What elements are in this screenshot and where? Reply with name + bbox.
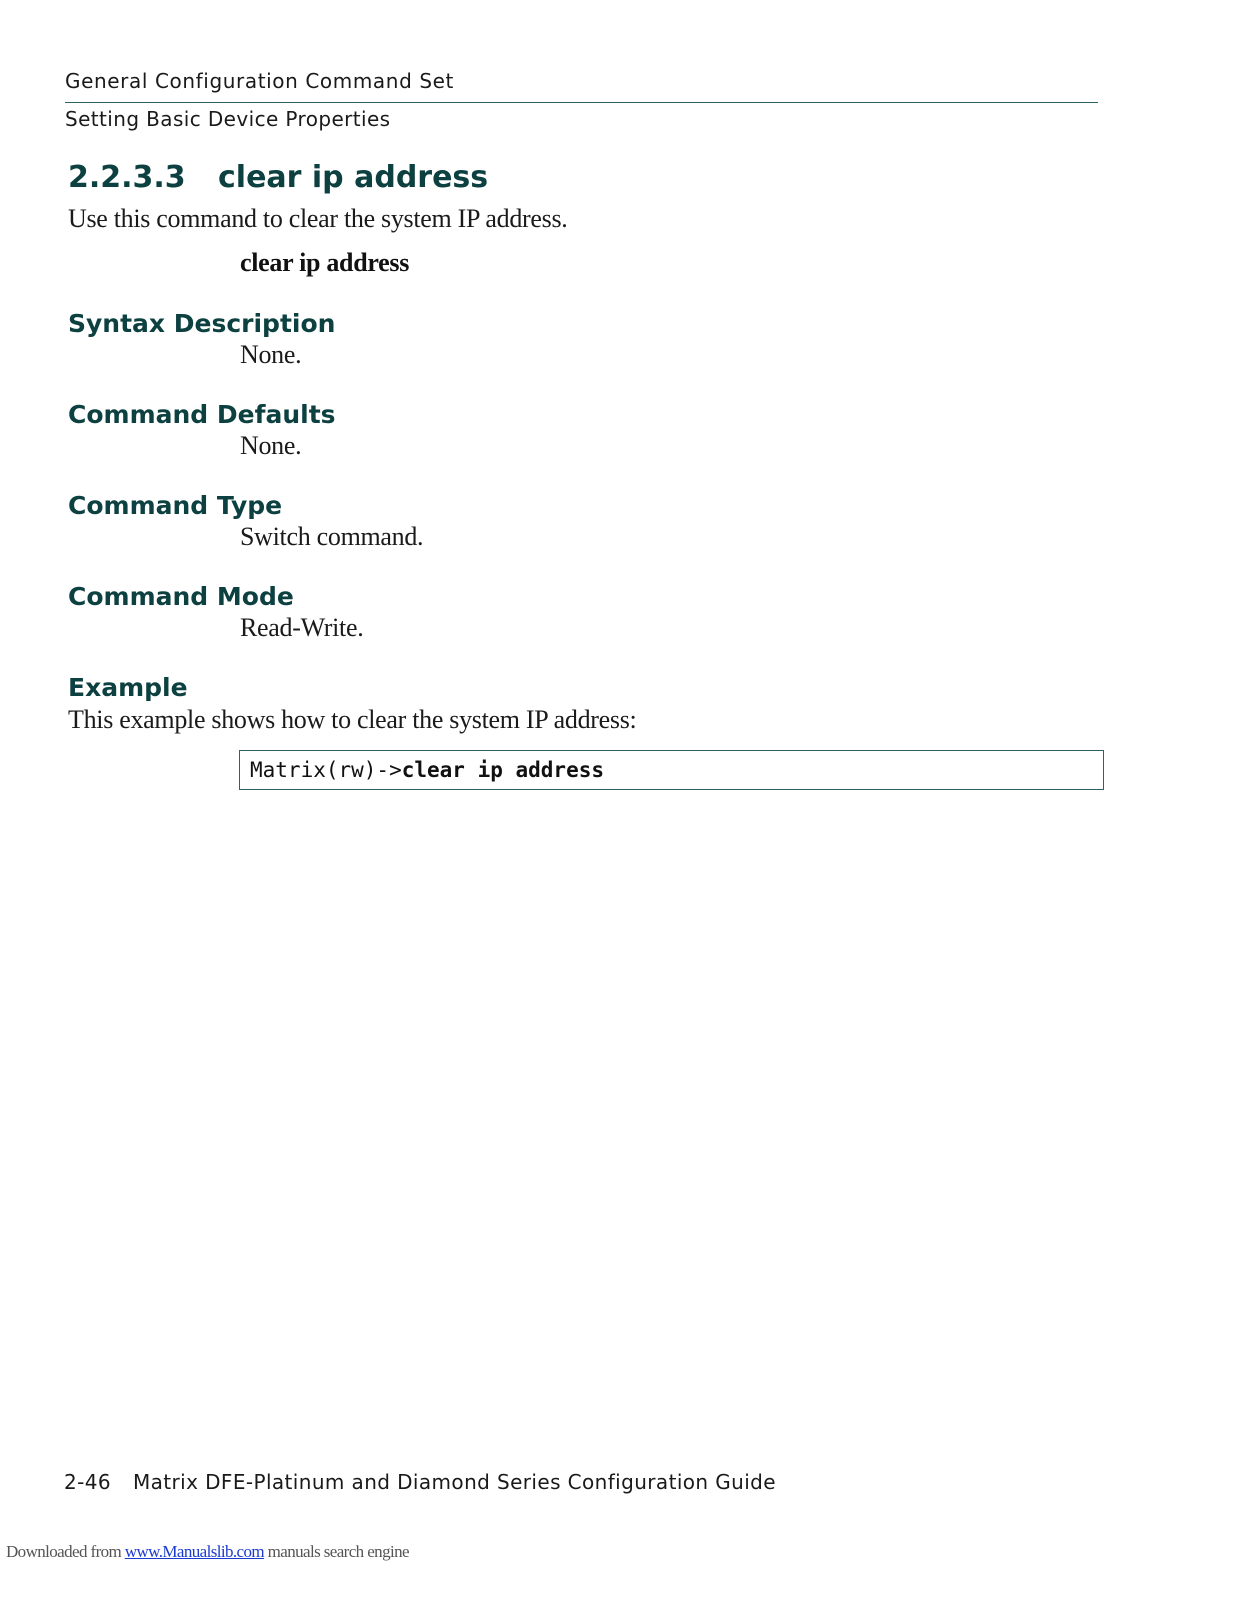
download-suffix: manuals search engine [264,1542,409,1561]
manualslib-link[interactable]: www.Manualslib.com [124,1542,265,1561]
download-prefix: Downloaded from [6,1542,125,1561]
syntax-description-heading: Syntax Description [68,309,336,338]
example-text: This example shows how to clear the system IP address: [68,705,637,734]
header-divider [65,102,1098,103]
page-number: 2-46 [64,1470,111,1494]
command-mode-text: Read-Write. [240,613,364,642]
command-defaults-text: None. [240,431,302,460]
page-footer [64,1470,776,1494]
example-heading: Example [68,673,188,702]
command-defaults-heading: Command Defaults [68,400,336,429]
download-notice [6,1542,409,1562]
command-type-heading: Command Type [68,491,283,520]
code-prompt: Matrix(rw)-> [250,758,402,782]
running-header-section: Setting Basic Device Properties [65,107,391,131]
command-type-text: Switch command. [240,522,424,551]
guide-title: Matrix DFE-Platinum and Diamond Series Configuration Guide [133,1470,776,1494]
section-title [68,160,488,195]
command-syntax: clear ip address [240,248,410,277]
code-command: clear ip address [401,758,605,782]
code-example-box [239,750,1104,790]
syntax-description-text: None. [240,340,302,369]
intro-paragraph: Use this command to clear the system IP address. [68,204,568,233]
section-number: 2.2.3.3 [68,160,186,195]
running-header-chapter: General Configuration Command Set [65,69,454,93]
section-title-text: clear ip address [218,160,489,195]
command-mode-heading: Command Mode [68,582,294,611]
